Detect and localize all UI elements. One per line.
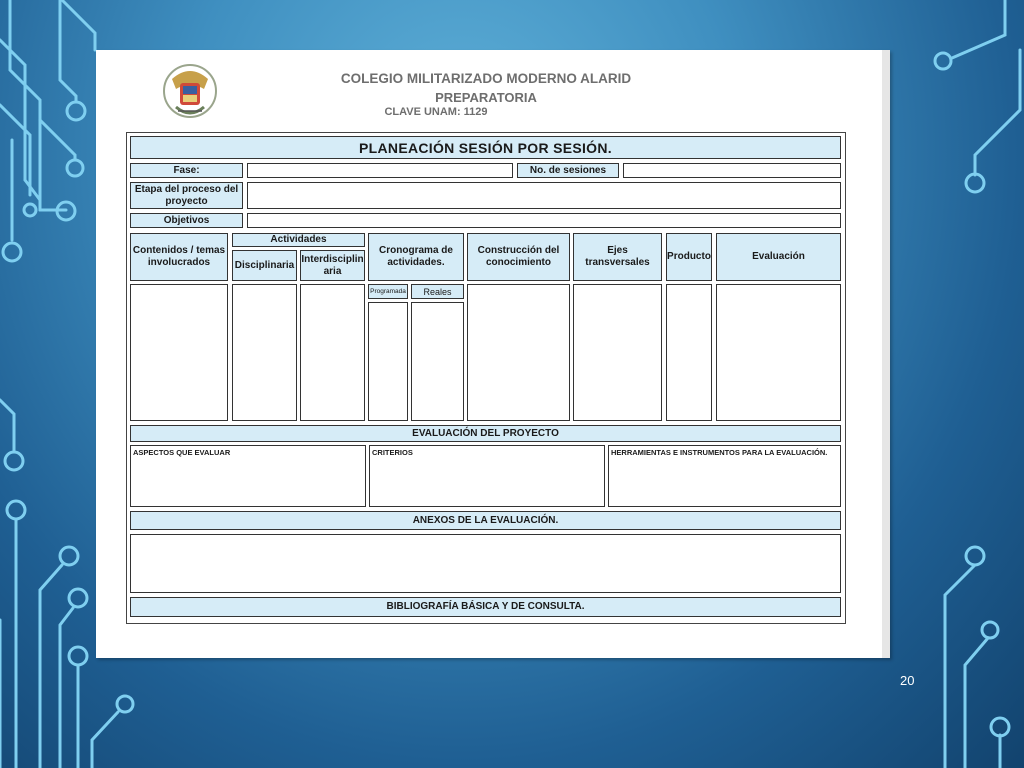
etapa-label: Etapa del proceso del proyecto xyxy=(130,182,243,209)
evaluacion-cell[interactable] xyxy=(716,284,841,421)
objetivos-label: Objetivos xyxy=(130,213,243,228)
col-actividades: Actividades xyxy=(232,233,365,247)
etapa-field[interactable] xyxy=(247,182,841,209)
col-contenidos: Contenidos / temas involucrados xyxy=(130,233,228,281)
programada-cell[interactable] xyxy=(368,302,408,421)
programada-label: Programada xyxy=(368,284,408,299)
col-producto: Producto xyxy=(666,233,712,281)
fase-field[interactable] xyxy=(247,163,513,178)
school-clave: CLAVE UNAM: 1129 xyxy=(384,106,488,118)
interdisciplinaria-cell[interactable] xyxy=(300,284,365,421)
sesiones-label: No. de sesiones xyxy=(517,163,619,178)
fase-label: Fase: xyxy=(130,163,243,178)
anexos-cell[interactable] xyxy=(130,534,841,593)
sesiones-field[interactable] xyxy=(623,163,841,178)
ejes-cell[interactable] xyxy=(573,284,662,421)
planning-form-document xyxy=(96,50,890,658)
col-cronograma: Cronograma de actividades. xyxy=(368,233,464,281)
producto-cell[interactable] xyxy=(666,284,712,421)
evaluacion-proyecto-title: EVALUACIÓN DEL PROYECTO xyxy=(130,425,841,442)
school-name: COLEGIO MILITARIZADO MODERNO ALARID xyxy=(340,71,632,86)
col-evaluacion: Evaluación xyxy=(716,233,841,281)
herramientas-cell[interactable] xyxy=(608,445,841,507)
contenidos-cell[interactable] xyxy=(130,284,228,421)
bibliografia-title: BIBLIOGRAFÍA BÁSICA Y DE CONSULTA. xyxy=(130,597,841,617)
aspectos-evaluar-label: ASPECTOS QUE EVALUAR xyxy=(133,448,231,457)
form-title: PLANEACIÓN SESIÓN POR SESIÓN. xyxy=(130,136,841,159)
reales-cell[interactable] xyxy=(411,302,464,421)
reales-label: Reales xyxy=(411,284,464,299)
aspectos-evaluar-cell[interactable] xyxy=(130,445,366,507)
school-level: PREPARATORIA xyxy=(435,90,537,105)
col-interdisciplinaria: Interdisciplin aria xyxy=(300,250,365,281)
form-frame xyxy=(126,132,846,624)
col-ejes: Ejes transversales xyxy=(573,233,662,281)
disciplinaria-cell[interactable] xyxy=(232,284,297,421)
herramientas-label: HERRAMIENTAS E INSTRUMENTOS PARA LA EVALUACIÓN. xyxy=(611,448,828,457)
criterios-cell[interactable] xyxy=(369,445,605,507)
objetivos-field[interactable] xyxy=(247,213,841,228)
school-crest-icon xyxy=(160,59,220,129)
col-construccion: Construcción del conocimiento xyxy=(467,233,570,281)
col-disciplinaria: Disciplinaria xyxy=(232,250,297,281)
construccion-cell[interactable] xyxy=(467,284,570,421)
slide-number: 20 xyxy=(900,673,915,688)
anexos-title: ANEXOS DE LA EVALUACIÓN. xyxy=(130,511,841,530)
criterios-label: CRITERIOS xyxy=(372,448,413,457)
